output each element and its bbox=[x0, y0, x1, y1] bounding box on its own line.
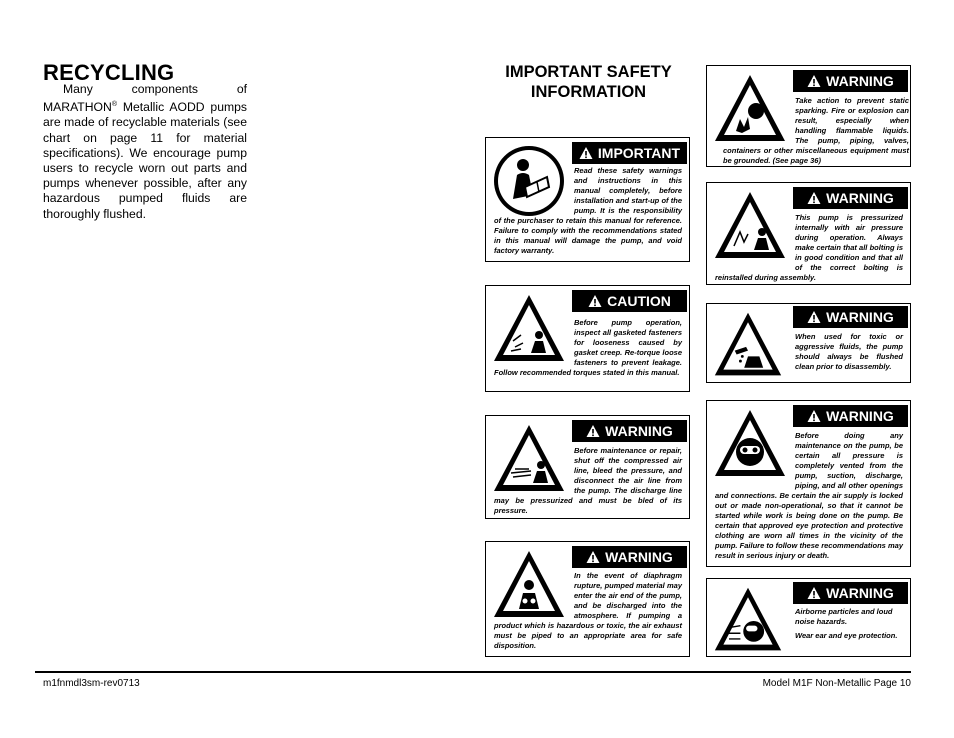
alert-triangle-icon bbox=[579, 146, 593, 160]
warning-air-header: WARNING bbox=[572, 420, 687, 442]
warning-toxic-notice bbox=[706, 303, 911, 383]
warning-maintenance-header: WARNING bbox=[793, 405, 908, 427]
alert-triangle-icon bbox=[807, 310, 821, 324]
footer-document-code: m1fnmdl3sm-rev0713 bbox=[43, 678, 140, 689]
warning-static-text: Take action to prevent static sparking. Fire or explosion can result, especially when handling flammable liquids. The pump, piping, valves, containers or other miscellaneous equipment must be grounded. (See page 36) bbox=[723, 96, 909, 165]
warning-noise-header: WARNING bbox=[793, 582, 908, 604]
warning-static-notice bbox=[706, 65, 911, 167]
important-header: IMPORTANT bbox=[572, 142, 687, 164]
warning-static-header: WARNING bbox=[793, 70, 908, 92]
caution-text: Before pump operation, inspect all gasketed fasteners for looseness caused by gasket creep. Re-torque loose fasteners to prevent leakage. Follow recommended torques stated in this manual. bbox=[494, 318, 682, 377]
caution-notice bbox=[485, 285, 690, 392]
warning-noise-text-2: Wear ear and eye protection. bbox=[795, 631, 898, 640]
warning-toxic-text: When used for toxic or aggressive fluids, the pump should always be flushed clean prior to disassembly. bbox=[795, 332, 903, 371]
footer-page-label: Model M1F Non-Metallic Page 10 bbox=[762, 678, 911, 689]
caution-header: CAUTION bbox=[572, 290, 687, 312]
warning-noise-notice bbox=[706, 578, 911, 657]
warning-maintenance-notice bbox=[706, 400, 911, 567]
warning-pressurized-notice bbox=[706, 182, 911, 285]
alert-triangle-icon bbox=[586, 424, 600, 438]
recycling-title: RECYCLING bbox=[43, 60, 175, 85]
alert-triangle-icon bbox=[586, 550, 600, 564]
warning-air-notice bbox=[485, 415, 690, 519]
warning-air-text: Before maintenance or repair, shut off the compressed air line, bleed the pressure, and disconnect the air line from the pump. The discharge line may be pressurized and must be bled of its pressure. bbox=[494, 446, 682, 515]
alert-triangle-icon bbox=[588, 294, 602, 308]
safety-heading: IMPORTANT SAFETY INFORMATION bbox=[505, 63, 672, 101]
alert-triangle-icon bbox=[807, 409, 821, 423]
warning-diaphragm-text: In the event of diaphragm rupture, pumped material may enter the air end of the pump, and be discharged into the atmosphere. If pumping a product which is hazardous or toxic, the air exhaust must be piped to an appropriate area for safe disposition. bbox=[494, 571, 682, 650]
warning-maintenance-text: Before doing any maintenance on the pump, be certain all pressure is completely vented from the pump, suction, discharge, piping, and all other openings and connections. Be certain the air supply is locked out or made non-operational, so that it cannot be started while work is being done on the pump. Be certain that approved eye protection and protective clothing are worn all times in the vicinity of the pump. Failure to follow these recommendations may result in serious injury or death. bbox=[715, 431, 903, 560]
warning-noise-text-1: Airborne particles and loud noise hazards. bbox=[795, 607, 893, 626]
warning-pressurized-text: This pump is pressurized internally with air pressure during operation. Always make certain that all bolting is in good condition and that all of the correct bolting is reinstalled during assembly. bbox=[715, 213, 903, 282]
warning-pressurized-header: WARNING bbox=[793, 187, 908, 209]
alert-triangle-icon bbox=[807, 74, 821, 88]
corrosive-hazard-icon bbox=[712, 309, 784, 381]
warning-diaphragm-header: WARNING bbox=[572, 546, 687, 568]
important-notice bbox=[485, 137, 690, 262]
important-text: Read these safety warnings and instructions in this manual completely, before installation and start-up of the pump. It is the responsibility of the purchaser to retain this manual for reference. Failure to comply with the recommendations stated in this manual will damage the pump, and void factory warranty. bbox=[494, 166, 682, 255]
recycling-paragraph: Many components of MARATHON® Metallic AODD pumps are made of recyclable materials (see chart on page 11 for material specifications). We encourage pump users to recycle worn out parts and pumps whenever possible, after any hazardous pumped fluids are thoroughly flushed. bbox=[43, 82, 247, 221]
warning-diaphragm-notice bbox=[485, 541, 690, 657]
alert-triangle-icon bbox=[807, 191, 821, 205]
alert-triangle-icon bbox=[807, 586, 821, 600]
ear-eye-protection-icon bbox=[712, 584, 784, 656]
footer-divider bbox=[35, 671, 911, 673]
warning-toxic-header: WARNING bbox=[793, 306, 908, 328]
